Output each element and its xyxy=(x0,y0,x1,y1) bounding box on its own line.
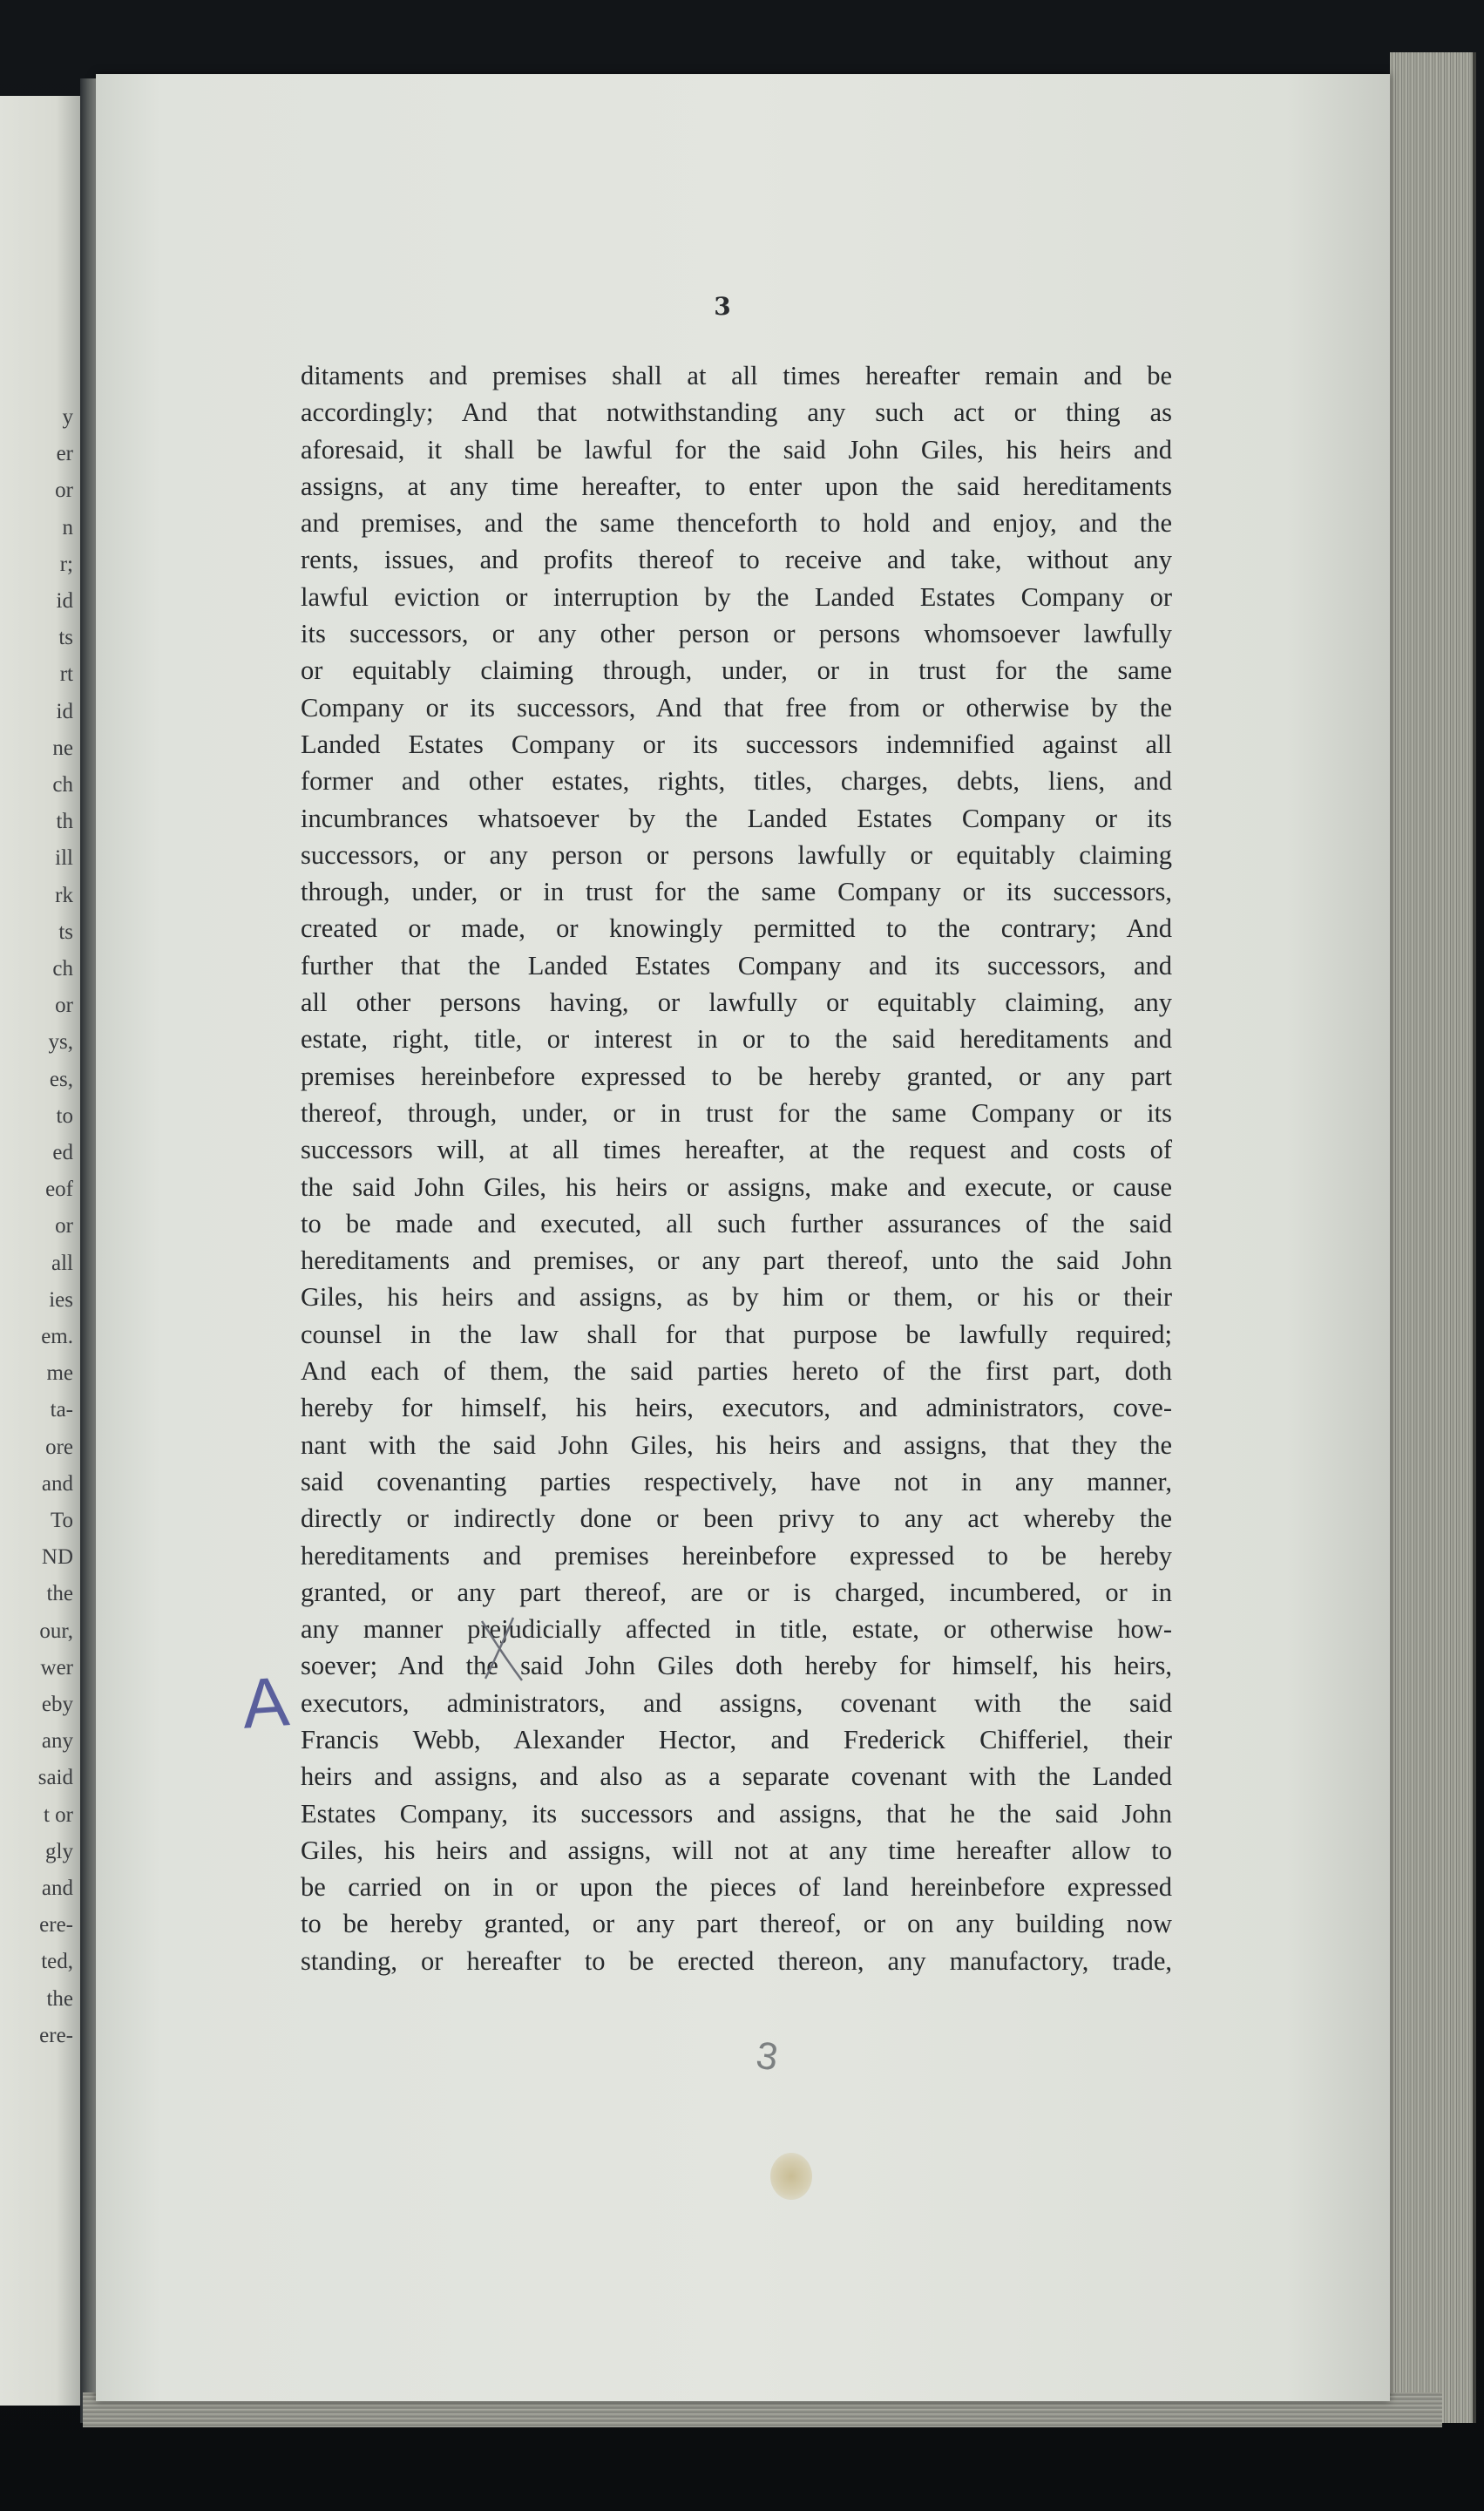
text-line: hereditaments and premises hereinbefore expressed to be hereby xyxy=(301,1540,1172,1571)
previous-page-text-fragment: eof xyxy=(45,1177,73,1202)
text-line: the said John Giles, his heirs or assigns, make and execute, or cause xyxy=(301,1171,1172,1202)
text-line: assigns, at any time hereafter, to enter upon the said hereditaments xyxy=(301,471,1172,501)
text-line: through, under, or in trust for the same Company or its successors, xyxy=(301,877,1172,907)
text-line: hereditaments and premises, or any part thereof, unto the said John xyxy=(301,1245,1172,1276)
text-line: Giles, his heirs and assigns, will not at any time hereafter allow to xyxy=(301,1835,1172,1865)
text-line: Landed Estates Company or its successors indemnified against all xyxy=(301,729,1172,759)
text-line: And each of them, the said parties hereto of the first part, doth xyxy=(301,1356,1172,1387)
previous-page-text-fragment: ies xyxy=(49,1287,73,1312)
previous-page-text-fragment: id xyxy=(56,699,73,723)
body-text xyxy=(301,357,1172,1979)
text-line: standing, or hereafter to be erected thereon, any manufactory, trade, xyxy=(301,1945,1172,1976)
text-line: soever; And the said John Giles doth hereby for himself, his heirs, xyxy=(301,1651,1172,1681)
text-line: accordingly; And that notwithstanding any such act or thing as xyxy=(301,397,1172,428)
previous-page-edge xyxy=(0,96,83,2406)
previous-page-text-fragment: the xyxy=(46,1582,73,1606)
previous-page-text-fragment: and xyxy=(41,1471,73,1496)
previous-page-text-fragment: ere- xyxy=(39,1913,73,1938)
text-line: its successors, or any other person or persons whomsoever lawfully xyxy=(301,619,1172,649)
previous-page-text-fragment: em. xyxy=(41,1325,73,1348)
previous-page-text-fragment: ta- xyxy=(50,1398,73,1422)
previous-page-text-fragment: rk xyxy=(55,883,73,907)
previous-page-text-fragment: rt xyxy=(59,662,73,687)
previous-page-text-fragment: ted, xyxy=(41,1950,73,1974)
previous-page-text-fragment: me xyxy=(46,1361,73,1386)
previous-page-text-fragment: or xyxy=(55,994,73,1018)
previous-page-text-fragment: the xyxy=(46,1986,73,2011)
previous-page-text-fragment: ch xyxy=(52,773,73,797)
previous-page-text-fragment: ne xyxy=(52,736,73,760)
text-line: aforesaid, it shall be lawful for the said John Giles, his heirs and xyxy=(301,434,1172,465)
text-line: rents, issues, and profits thereof to receive and take, without any xyxy=(301,545,1172,575)
text-line: successors will, at all times hereafter, at the request and costs of xyxy=(301,1135,1172,1165)
previous-page-text-fragment: ore xyxy=(45,1435,73,1459)
text-line: created or made, or knowingly permitted to the contrary; And xyxy=(301,913,1172,944)
previous-page-text-fragment: ND xyxy=(41,1545,73,1570)
previous-page-text-fragment: ys, xyxy=(48,1030,73,1055)
previous-page-text-fragment: our, xyxy=(39,1619,73,1643)
text-line: thereof, through, under, or in trust for the same Company or its xyxy=(301,1097,1172,1128)
previous-page-text-fragment: ts xyxy=(58,626,73,650)
previous-page-text-fragment: ill xyxy=(55,846,73,871)
text-line: or equitably claiming through, under, or in trust for the same xyxy=(301,655,1172,686)
page-edges-right xyxy=(1390,52,1476,2423)
previous-page-text-fragment: er xyxy=(56,442,73,466)
previous-page-text-fragment: wer xyxy=(40,1655,73,1680)
text-line: executors, administrators, and assigns, covenant with the said xyxy=(301,1687,1172,1718)
text-line: and premises, and the same thenceforth to hold and enjoy, and the xyxy=(301,508,1172,539)
text-line: premises hereinbefore expressed to be hereby granted, or any part xyxy=(301,1061,1172,1091)
pencil-page-number: 3 xyxy=(753,2033,781,2080)
text-line: estate, right, title, or interest in or to the said hereditaments and xyxy=(301,1024,1172,1055)
previous-page-text-fragment: eby xyxy=(41,1693,73,1716)
previous-page-text-fragment: th xyxy=(56,810,73,834)
previous-page-text-fragment: and xyxy=(41,1876,73,1900)
previous-page-text-fragment: ere- xyxy=(39,2023,73,2047)
text-line: ditaments and premises shall at all times hereafter remain and be xyxy=(301,361,1172,390)
previous-page-text-fragment: all xyxy=(51,1251,73,1275)
text-line: to be made and executed, all such further assurances of the said xyxy=(301,1208,1172,1239)
text-line: said covenanting parties respectively, have not in any manner, xyxy=(301,1466,1172,1496)
text-line: Estates Company, its successors and assigns, that he the said John xyxy=(301,1798,1172,1829)
previous-page-text-fragment: r; xyxy=(59,552,73,576)
previous-page-text-fragment: n xyxy=(62,515,73,540)
previous-page-text-fragment: id xyxy=(56,589,73,613)
previous-page-text-fragment: es, xyxy=(49,1067,73,1091)
text-line: Francis Webb, Alexander Hector, and Frederick Chifferiel, their xyxy=(301,1724,1172,1754)
previous-page-text-fragment: gly xyxy=(45,1839,73,1863)
previous-page-text-fragment: ed xyxy=(52,1141,73,1164)
previous-page-text-fragment: To xyxy=(50,1509,73,1532)
text-line: heirs and assigns, and also as a separate covenant with the Landed xyxy=(301,1761,1172,1792)
text-line: all other persons having, or lawfully or equitably claiming, any xyxy=(301,987,1172,1018)
previous-page-text-fragment: any xyxy=(41,1729,73,1754)
text-line: directly or indirectly done or been privy to any act whereby the xyxy=(301,1503,1172,1534)
previous-page-text-fragment: or xyxy=(55,478,73,503)
previous-page-text-fragment: ch xyxy=(52,957,73,981)
paper-stain xyxy=(770,2153,812,2200)
text-line: any manner prejudicially affected in title, estate, or otherwise how- xyxy=(301,1614,1172,1645)
text-line: nant with the said John Giles, his heirs and assigns, that they the xyxy=(301,1429,1172,1460)
text-line: be carried on in or upon the pieces of land hereinbefore expressed xyxy=(301,1872,1172,1903)
text-line: granted, or any part thereof, are or is charged, incumbered, or in xyxy=(301,1577,1172,1607)
text-line: to be hereby granted, or any part thereof, or on any building now xyxy=(301,1909,1172,1939)
previous-page-text-fragment: to xyxy=(56,1103,73,1128)
previous-page-text-fragment: y xyxy=(62,405,73,429)
text-line: lawful eviction or interruption by the Landed Estates Company or xyxy=(301,581,1172,612)
previous-page-text-fragment: t or xyxy=(43,1802,73,1827)
text-line: former and other estates, rights, titles, charges, debts, liens, and xyxy=(301,766,1172,797)
text-line: further that the Landed Estates Company and its successors, and xyxy=(301,950,1172,981)
previous-page-text-fragment: said xyxy=(37,1766,73,1790)
text-line: Giles, his heirs and assigns, as by him or them, or his or their xyxy=(301,1282,1172,1313)
previous-page-text-fragment: ts xyxy=(58,920,73,944)
text-line: incumbrances whatsoever by the Landed Estates Company or its xyxy=(301,803,1172,833)
text-line: Company or its successors, And that free from or otherwise by the xyxy=(301,692,1172,723)
page-number: 3 xyxy=(714,292,731,321)
previous-page-text-fragment: or xyxy=(55,1214,73,1239)
pencil-cross-mark xyxy=(475,1614,527,1684)
text-line: counsel in the law shall for that purpose be lawfully required; xyxy=(301,1319,1172,1349)
text-line: successors, or any person or persons lawfully or equitably claiming xyxy=(301,839,1172,870)
text-line: hereby for himself, his heirs, executors, and administrators, cove- xyxy=(301,1393,1172,1423)
margin-annotation: A xyxy=(239,1662,292,1743)
